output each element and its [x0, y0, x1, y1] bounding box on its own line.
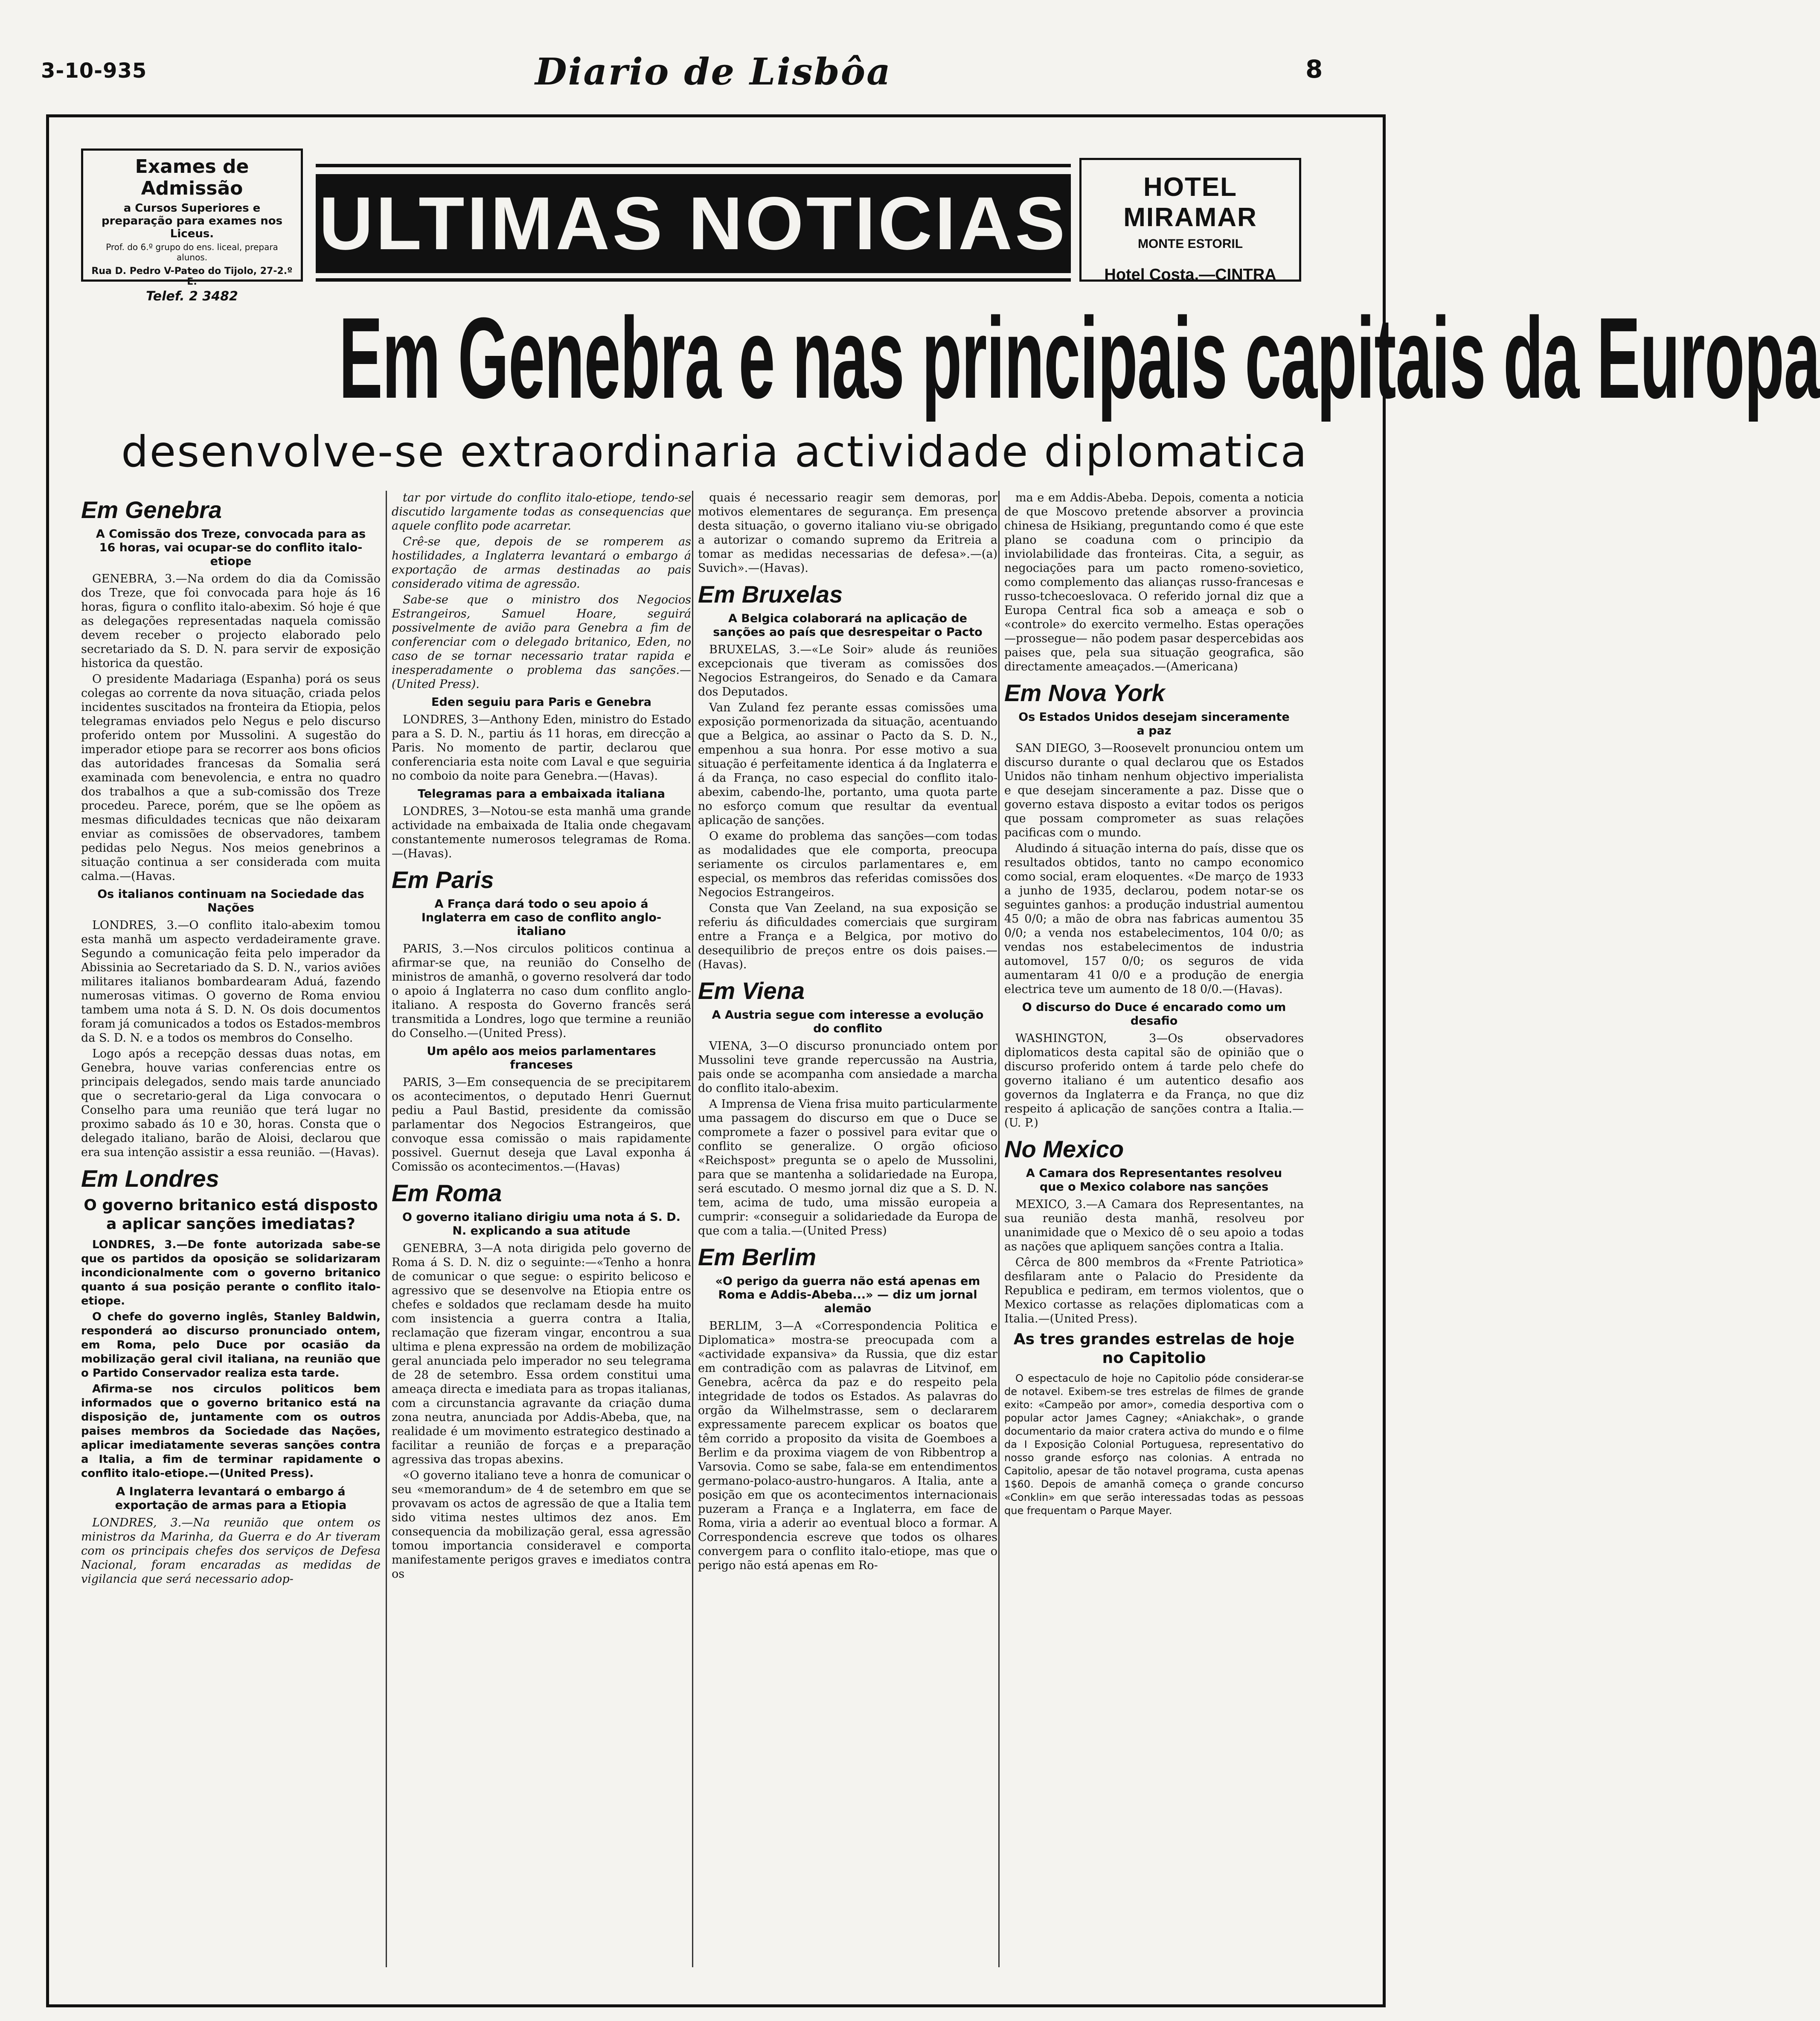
article-subheading: O governo italiano dirigiu uma nota á S. D. N. explicando a sua atitude: [402, 1211, 680, 1238]
article-paragraph: PARIS, 3.—Nos circulos politicos continua a afirmar-se que, na reunião do Conselho de ministros de amanhã, o governo resolverá dar todo o apoio á Inglaterra no caso dum conflito anglo-italiano. A resposta do Governo francês será transmitida a Londres, logo que termine a reunião do Conselho.—(United Press).: [392, 942, 691, 1040]
section-heading: Em Paris: [392, 866, 494, 893]
article-subheading: Os italianos continuam na Sociedade das Nações: [97, 888, 364, 914]
article-headline: As tres grandes estrelas de hoje no Capitolio: [1013, 1331, 1295, 1367]
article-subheading: O discurso do Duce é encarado como um desafio: [1022, 1001, 1286, 1028]
article-paragraph: Crê-se que, depois de se romperem as hostilidades, a Inglaterra levantará o embargo á exportação de armas destinadas ao pais considerado vitima de agressão.: [392, 535, 691, 591]
article-paragraph: WASHINGTON, 3—Os observadores diplomaticos desta capital são de opinião que o discurso proferido ontem á tarde pelo chefe do governo italiano é um autentico desafio aos governos da Inglaterra e da França, no que diz respeito á aplicação de sanções contra a Italia.—(U. P.): [1004, 1032, 1304, 1130]
article-paragraph: O presidente Madariaga (Espanha) porá os seus colegas ao corrente da nova situação, criada pelos incidentes suscitados na fronteira da Etiopia, pelos telegramas enviados pelo Negus e pelo discurso proferido ontem por Mussolini. A sugestão do imperador etiope para se recorrer aos bons oficios das autoridades francesas da Somalia será examinada com benevolencia, e entra no quadro dos trabalhos a que a sub-comissão dos Treze procedeu. Parece, porém, que se lhe opõem as mesmas dificuldades tecnicas que não deixaram enviar as comissões de observadores, tambem pedidas pelo Negus. Nos meios genebrinos a situação continua a ser considerada com muita calma.—(Havas.: [81, 673, 381, 883]
banner-rule-top: [316, 164, 1071, 167]
article-subheading: A Belgica colaborará na aplicação de sanções ao país que desrespeitar o Pacto: [713, 612, 983, 639]
article-paragraph: GENEBRA, 3—A nota dirigida pelo governo de Roma á S. D. N. diz o seguinte:—«Tenho a honra de comunicar o que segue: o espirito belicoso e agressivo que se desenvolve na Etiopia entre os chefes e soldados que reclamam desde ha muito com insistencia a guerra contra a Italia, reclamação que fizeram vingar, encontrou a sua ultima e plena expressão na ordem de mobilização geral anunciada pelo imperador no seu telegrama de 28 de setembro. Essa ordem constitui uma ameaça directa e imediata para as tropas italianas, com a circunstancia agravante da criação duma zona neutra, anunciada por Addis-Abeba, que, na realidade é um movimento estrategico destinado a facilitar a reunião de forças e a preparação agressiva das tropas abexins.: [392, 1242, 691, 1466]
banner-rule-bottom: [316, 278, 1071, 282]
article-paragraph: quais é necessario reagir sem demoras, por motivos elementares de segurança. Em presença desta situação, o governo italiano viu-se obrigado a autorizar o comando supremo da Eritreia a tomar as medidas necessarias de defesa».—(a) Suvich».—(Havas).: [698, 491, 997, 575]
article-paragraph: Aludindo á situação interna do país, disse que os resultados obtidos, tanto no campo economico como social, eram eloquentes. «De março de 1933 a junho de 1935, declarou, podem notar-se os seguintes ganhos: a produção industrial aumentou 45 0/0; a mão de obra nas fabricas aumentou 35 0/0; a venda nos estabelecimentos, 104 0/0; as vendas nos estabelecimentos de industria automovel, 157 0/0; os seguros de vida aumentaram 41 0/0 e a produção de energia electrica teve um aumento de 18 0/0.—(Havas).: [1004, 842, 1304, 996]
article-paragraph: LONDRES, 3—Notou-se esta manhã uma grande actividade na embaixada de Italia onde chegavam constantemente numerosos telegramas de Roma.—(Havas).: [392, 805, 691, 860]
article-subheading: Os Estados Unidos desejam sinceramente a paz: [1018, 711, 1290, 737]
ad-phone: Telef. 2 3482: [146, 289, 238, 304]
ad-title: Exames de Admissão: [135, 156, 249, 199]
article-subheading: A Comissão dos Treze, convocada para as 16 horas, vai ocupar-se do conflito italo-etiope: [96, 527, 366, 568]
admission-exams-ad: [81, 149, 303, 304]
section-heading: Em Bruxelas: [698, 581, 843, 608]
section-banner: ULTIMAS NOTICIAS: [316, 174, 1071, 273]
article-subheading: A Austria segue com interesse a evolução do conflito: [712, 1008, 984, 1035]
column-3: [698, 491, 997, 1980]
article-subheading: Telegramas para a embaixada italiana: [418, 787, 665, 801]
article-paragraph: BRUXELAS, 3.—«Le Soir» alude ás reuniões excepcionais que tiveram as comissões dos Negocios Estrangeiros, do Senado e da Camara dos Deputados.: [698, 643, 997, 699]
article-subheading: A Camara dos Representantes resolveu que o Mexico colabore nas sanções: [1026, 1167, 1282, 1194]
article-subheading: Eden seguiu para Paris e Genebra: [431, 696, 651, 709]
column-rule: [998, 491, 1000, 1967]
section-heading: No Mexico: [1004, 1136, 1124, 1162]
article-paragraph: Sabe-se que o ministro dos Negocios Estrangeiros, Samuel Hoare, seguirá possivelmente de avião para Genebra a fim de conferenciar com o delegado britanico, Eden, no caso de se tornar necessario tratar rapida e inesperadamente o problema das sanções.—(United Press).: [392, 593, 691, 691]
article-paragraph: SAN DIEGO, 3—Roosevelt pronunciou ontem um discurso durante o qual declarou que os Estados Unidos não tinham nenhum objectivo imperialista e que desejam sinceramente a paz. Disse que o governo estava disposto a evitar todos os perigos que possam comprometer as suas relações pacificas com o mundo.: [1004, 742, 1304, 839]
hotel-place: MONTE ESTORIL: [1137, 237, 1243, 251]
hotel-ad: [1079, 158, 1301, 282]
section-heading: Em Roma: [392, 1179, 502, 1206]
hotel-other: Hotel Costa.—CINTRA: [1104, 266, 1276, 284]
ad-address: Rua D. Pedro V-Pateo do Tijolo, 27-2.º E.: [91, 266, 293, 287]
section-heading: Em Viena: [698, 977, 805, 1004]
article-paragraph: Cêrca de 800 membros da «Frente Patriotica» desfilaram ante o Palacio do Presidente da Republica e pediram, em termos violentos, que o Mexico cortasse as relações diplomaticas com a Italia.—(United Press).: [1004, 1256, 1304, 1325]
article-paragraph: A Imprensa de Viena frisa muito particularmente uma passagem do discurso em que o Duce se compromete a fazer o possivel para evitar que o conflito se generalize. O orgão oficioso «Reichspost» pregunta se o apelo de Mussolini, para que se mantenha a solidariedade na Europa, será escutado. O mesmo jornal diz que a S. D. N. tem, acima de tudo, uma missão europeia a cumprir: «conseguir a solidariedade da Europa de que com a talia.—(United Press): [698, 1098, 997, 1238]
article-paragraph: LONDRES, 3.—Na reunião que ontem os ministros da Marinha, da Guerra e do Ar tiveram com os principais chefes dos serviços de Defesa Nacional, foram encaradas as medidas de vigilancia que será necessario adop-: [81, 1516, 381, 1586]
hotel-name: HOTEL MIRAMAR: [1123, 172, 1257, 232]
article-paragraph: LONDRES, 3.—O conflito italo-abexim tomou esta manhã um aspecto verdadeiramente grave. Segundo a comunicação feita pelo imperador da Abissinia ao Secretariado da S. D. N., varios aviões militares italianos bombardearam Aduá, fazendo numerosas vitimas. O governo de Roma enviou tambem uma nota á S. D. N. Os dois documentos foram já comunicados a todos os Estados-membros da S. D. N. e a todos os membros do Conselho.: [81, 919, 381, 1045]
article-paragraph: Afirma-se nos circulos politicos bem informados que o governo britanico está na disposição de, juntamente com os outros paises membros da Sociedade das Nações, aplicar imediatamente severas sanções contra a Italia, a fim de terminar rapidamente o conflito italo-etiope.—(United Press).: [81, 1383, 381, 1480]
section-heading: Em Genebra: [81, 496, 222, 523]
article-subheading: A França dará todo o seu apoio á Inglaterra em caso de conflito anglo-italiano: [421, 897, 662, 938]
column-rule: [386, 491, 387, 1967]
article-paragraph: LONDRES, 3—Anthony Eden, ministro do Estado para a S. D. N., partiu ás 11 horas, em direcção a Paris. No momento de partir, declarou que conferenciaria esta noite com Laval e que seguiria no comboio da noite para Genebra.—(Havas).: [392, 713, 691, 783]
column-rule: [692, 491, 693, 1967]
article-paragraph: GENEBRA, 3.—Na ordem do dia da Comissão dos Treze, que foi convocada para hoje ás 16 horas, figura o conflito italo-abexim. Só hoje é que as delegações representadas naquela comissão devem receber o projecto elaborado pelo secretariado da S. D. N. para servir de exposição historica da questão.: [81, 572, 381, 670]
newspaper-name: Diario de Lisbôa: [535, 50, 892, 93]
section-heading: Em Nova York: [1004, 679, 1165, 706]
article-paragraph: Consta que Van Zeeland, na sua exposição se referiu ás dificuldades comerciais que surgiram entre a França e a Belgica, por motivo do desequilibrio de preços entre os dois paises.—(Havas).: [698, 902, 997, 971]
ad-teacher: Prof. do 6.º grupo do ens. liceal, prepara alunos.: [106, 242, 278, 262]
article-paragraph: O chefe do governo inglês, Stanley Baldwin, responderá ao discurso pronunciado ontem, em Roma, pelo Duce por ocasião da mobilização geral civil italiana, na reunião que o Partido Conservador realiza esta tarde.: [81, 1310, 381, 1380]
article-paragraph: Logo após a recepção dessas duas notas, em Genebra, houve varias conferencias entre os principais delegados, sendo mais tarde anunciado que o secretario-geral da Liga convocara o Conselho para uma reunião que terá lugar no proximo sabado ás 10 e 30, horas. Consta que o delegado italiano, barão de Aloisi, declarou que era sua intenção assistir a essa reunião. —(Havas).: [81, 1047, 381, 1159]
article-paragraph: «O governo italiano teve a honra de comunicar o seu «memorandum» de 4 de setembro em que se provavam os actos de agressão de que a Italia tem sido vitima nestes ultimos dez anos. Em consequencia da mobilização geral, essa agressão tomou importancia consideravel e comporta manifestamente perigos graves e imediatos contra os: [392, 1469, 691, 1581]
article-subheading: «O perigo da guerra não está apenas em Roma e Addis-Abeba...» — diz um jornal alemão: [715, 1275, 980, 1315]
column-1: [81, 491, 381, 1980]
article-paragraph: ma e em Addis-Abeba. Depois, comenta a noticia de que Moscovo pretende absorver a provincia chinesa de Hsikiang, preguntando como é que este plano se coaduna com o principio da inviolabilidade das fronteiras. Cita, a seguir, as negociações para um pacto romeno-sovietico, como complemento das alianças russo-francesas e russo-tchecoeslovaca. O referido jornal diz que a Europa Central fica sob a ameaça e sob o «controle» do exercito vermelho. Estas operações—prossegue— não podem pasar despercebidas aos paises que, pela sua situação geografica, são directamente ameaçados.—(Americana): [1004, 491, 1304, 673]
article-paragraph: tar por virtude do conflito italo-etiope, tendo-se discutido largamente todas as consequencias que aquele conflito pode acarretar.: [392, 491, 691, 533]
sub-headline: desenvolve-se extraordinaria actividade diplomatica: [121, 427, 1308, 477]
article-paragraph: O espectaculo de hoje no Capitolio póde considerar-se de notavel. Exibem-se tres estrelas de filmes de grande exito: «Campeão por amor», comedia desportiva com o popular actor James Cagney; «Aniakchak», o grande documentario da maior cratera activa do mundo e o filme da I Exposição Colonial Portuguesa, representativo do nosso grande esforço nas colonias. A entrada no Capitolio, apesar de tão notavel programa, custa apenas 1$60. Depois de amanhã começa o grande concurso «Conklin» em que serão interessadas todas as pessoas que frequentam o Parque Mayer.: [1004, 1372, 1304, 1517]
column-2: [392, 491, 691, 1980]
article-subheading: A Inglaterra levantará o embargo á exportação de armas para a Etiopia: [115, 1485, 347, 1512]
article-paragraph: VIENA, 3—O discurso pronunciado ontem por Mussolini teve grande repercussão na Austria, pais onde se acompanha com ansiedade a marcha do conflito italo-abexim.: [698, 1040, 997, 1095]
article-paragraph: MEXICO, 3.—A Camara dos Representantes, na sua reunião desta manhã, resolveu por unanimidade que o Mexico dê o seu apoio a todas as nações que apliquem sanções contra a Italia.: [1004, 1198, 1304, 1253]
section-heading: Em Berlim: [698, 1243, 816, 1270]
section-heading: Em Londres: [81, 1165, 219, 1192]
article-headline: O governo britanico está disposto a aplicar sanções imediatas?: [84, 1197, 378, 1233]
article-paragraph: O exame do problema das sanções—com todas as modalidades que ele comporta, preocupa seriamente os circulos parlamentares e, em especial, os membros das referidas comissões dos Negocios Estrangeiros.: [698, 830, 997, 899]
article-paragraph: BERLIM, 3—A «Correspondencia Politica e Diplomatica» mostra-se preocupada com a «actividade expansiva» da Russia, que diz estar em contradição com as palavras de Litvinof, em Genebra, acêrca da paz e do respeito pela integridade de todos os Estados. As palavras do orgão da Wilhelmstrasse, sem o declararem expressamente parecem explicar os boatos que têm corrido a proposito da visita de Goemboes a Berlim e da proxima viagem de von Ribbentrop a Varsovia. Como se sabe, fala-se em entendimentos germano-polaco-austro-hungaros. A Italia, ante a posição em que os acontecimentos internacionais puzeram a França e a Inglaterra, em face de Roma, viria a aderir ao eventual bloco a formar. A Correspondencia escreve que todos os olhares convergem para o conflito italo-etiope, mas que o perigo não está apenas em Ro-: [698, 1319, 997, 1572]
article-paragraph: LONDRES, 3.—De fonte autorizada sabe-se que os partidos da oposição se solidarizaram incondicionalmente com o governo britanico quanto á sua posição perante o conflito italo-etiope.: [81, 1238, 381, 1308]
ad-body: a Cursos Superiores e preparação para exames nos Liceus.: [101, 202, 283, 240]
page-number: 8: [1305, 55, 1323, 84]
column-4: [1004, 491, 1304, 1980]
issue-date: 3-10-935: [41, 59, 147, 83]
article-subheading: Um apêlo aos meios parlamentares franceses: [427, 1045, 656, 1072]
main-headline: Em Genebra e nas principais capitais da Europa: [339, 294, 1820, 422]
article-paragraph: Van Zuland fez perante essas comissões uma exposição pormenorizada da situação, acentuando que a Belgica, ao assinar o Pacto da S. D. N., empenhou a sua honra. Por esse motivo a sua situação é perfeitamente identica á da Inglaterra e á da França, no caso especial do conflito italo-abexim, cabendo-lhe, portanto, uma quota parte no esforço comum que resultar da eventual aplicação de sanções.: [698, 701, 997, 827]
article-paragraph: PARIS, 3—Em consequencia de se precipitarem os acontecimentos, o deputado Henri Guernut pediu a Paul Bastid, presidente da comissão parlamentar dos Negocios Estrangeiros, que convoque essa comissão o mais rapidamente possivel. Guernut deseja que Laval exponha á Comissão os acontecimentos.—(Havas): [392, 1076, 691, 1174]
